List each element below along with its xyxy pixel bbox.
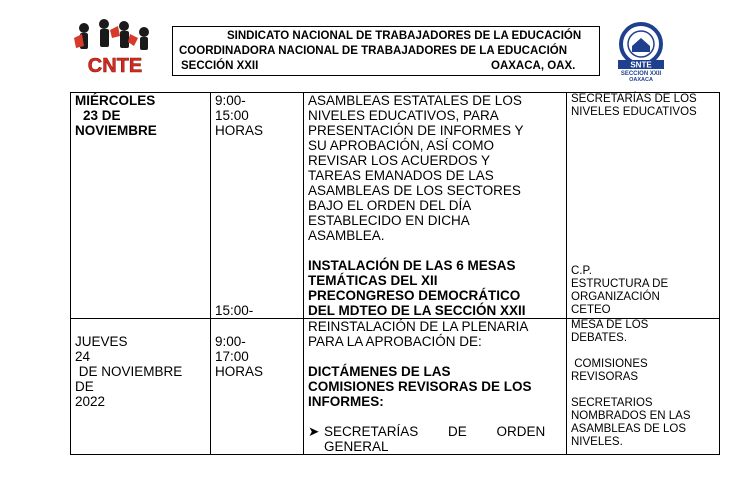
activity-line: COMISIONES REVISORAS DE LOS bbox=[308, 379, 532, 394]
activity-line: INSTALACIÓN DE LAS 6 MESAS bbox=[308, 258, 516, 273]
time-line: 17:00 bbox=[215, 349, 249, 364]
activity-line: DICTÁMENES DE LAS bbox=[308, 364, 451, 379]
time-line: HORAS bbox=[215, 123, 264, 138]
day-cell bbox=[71, 93, 211, 319]
location-label: OAXACA, OAX. bbox=[491, 60, 576, 72]
responsible-line: DEBATES. bbox=[571, 332, 628, 344]
activity-block bbox=[308, 364, 562, 409]
time-cell bbox=[211, 93, 304, 319]
activity-line: DEL MDTEO DE LA SECCIÓN XXII bbox=[308, 303, 526, 318]
responsible-line: SECRETARÍAS DE LOS bbox=[571, 93, 697, 105]
time-line: 15:00 bbox=[215, 108, 249, 123]
responsible-line: CETEO bbox=[571, 304, 611, 316]
day-line: 23 DE bbox=[83, 108, 121, 123]
union-name: SINDICATO NACIONAL DE TRABAJADORES DE LA EDUCACIÓN bbox=[227, 30, 582, 42]
responsible-line: ESTRUCTURA DE bbox=[571, 278, 669, 290]
activity-block bbox=[308, 319, 562, 349]
snte-seal-city: OAXACA bbox=[629, 77, 653, 82]
time-cell bbox=[211, 319, 304, 455]
table-row bbox=[71, 93, 720, 319]
responsible-line: COMISIONES bbox=[571, 358, 648, 370]
agenda-table bbox=[70, 92, 720, 455]
responsible-line: ORGANIZACIÓN bbox=[571, 291, 660, 303]
day-line: DE NOVIEMBRE bbox=[75, 364, 183, 379]
time-line: HORAS bbox=[215, 364, 264, 379]
time-line: 9:00- bbox=[215, 93, 246, 108]
responsible-line: NIVELES. bbox=[571, 436, 623, 448]
activity-line: REINSTALACIÓN DE LA PLENARIA bbox=[308, 319, 529, 334]
snte-seal bbox=[606, 22, 676, 82]
activity-line: ASAMBLEAS DE LOS SECTORES bbox=[308, 183, 521, 198]
responsible-line: MESA DE LOS bbox=[571, 319, 649, 331]
snte-seal-section: SECCION XXII bbox=[620, 71, 662, 77]
day-line: JUEVES bbox=[75, 334, 128, 349]
cnte-logo bbox=[70, 16, 160, 78]
responsible-line: C.P. bbox=[571, 265, 592, 277]
activity-line: ASAMBLEA. bbox=[308, 228, 385, 243]
activity-line: PRECONGRESO DEMOCRÁTICO bbox=[308, 288, 521, 303]
letterhead-box bbox=[172, 26, 600, 76]
responsible-line: NOMBRADOS EN LAS bbox=[571, 410, 691, 422]
responsible-line: ASAMBLEAS DE LOS bbox=[571, 423, 687, 435]
bullet-item bbox=[308, 424, 562, 454]
coordinator-name: COORDINADORA NACIONAL DE TRABAJADORES DE LA EDUCACIÓN bbox=[179, 45, 568, 57]
activity-line: TEMÁTICAS DEL XII bbox=[308, 273, 438, 288]
activity-cell bbox=[304, 93, 567, 319]
activity-line: BAJO EL ORDEN DEL DÍA bbox=[308, 198, 472, 213]
responsible-cell bbox=[567, 319, 720, 455]
day-line: NOVIEMBRE bbox=[75, 123, 157, 138]
activity-line: ASAMBLEAS ESTATALES DE LOS bbox=[308, 93, 522, 108]
table-row bbox=[71, 319, 720, 455]
activity-line: PARA LA APROBACIÓN DE: bbox=[308, 334, 482, 349]
day-cell bbox=[71, 319, 211, 455]
activity-cell bbox=[304, 319, 567, 455]
responsible-line: SECRETARIOS bbox=[571, 397, 653, 409]
activity-line: TAREAS EMANADOS DE LAS bbox=[308, 168, 494, 183]
activity-block bbox=[308, 258, 562, 318]
section-label: SECCIÓN XXII bbox=[181, 60, 259, 72]
activity-line: NIVELES EDUCATIVOS, PARA bbox=[308, 108, 499, 123]
cnte-logo-text: CNTE bbox=[87, 55, 143, 77]
day-line: DE bbox=[75, 379, 94, 394]
day-line: 24 bbox=[75, 349, 91, 364]
responsible-line: REVISORAS bbox=[571, 371, 639, 383]
time-line: 15:00- bbox=[215, 303, 254, 318]
day-line: 2022 bbox=[75, 394, 106, 409]
activity-line: PRESENTACIÓN DE INFORMES Y bbox=[308, 123, 524, 138]
activity-line: REVISAR LOS ACUERDOS Y bbox=[308, 153, 491, 168]
time-line: 9:00- bbox=[215, 334, 246, 349]
activity-line: SU APROBACIÓN, ASÍ COMO bbox=[308, 138, 495, 153]
responsible-cell bbox=[567, 93, 720, 319]
snte-seal-text: SNTE bbox=[630, 60, 652, 70]
activity-line: INFORMES: bbox=[308, 394, 384, 409]
arrow-bullet-icon: ➤ bbox=[308, 424, 320, 439]
activity-block bbox=[308, 93, 562, 243]
responsible-line: NIVELES EDUCATIVOS bbox=[571, 106, 697, 118]
day-line: MIÉRCOLES bbox=[75, 93, 156, 108]
bullet-line: SECRETARÍAS DE ORDEN bbox=[324, 424, 546, 439]
bullet-line: GENERAL bbox=[324, 439, 389, 454]
activity-line: ESTABLECIDO EN DICHA bbox=[308, 213, 470, 228]
